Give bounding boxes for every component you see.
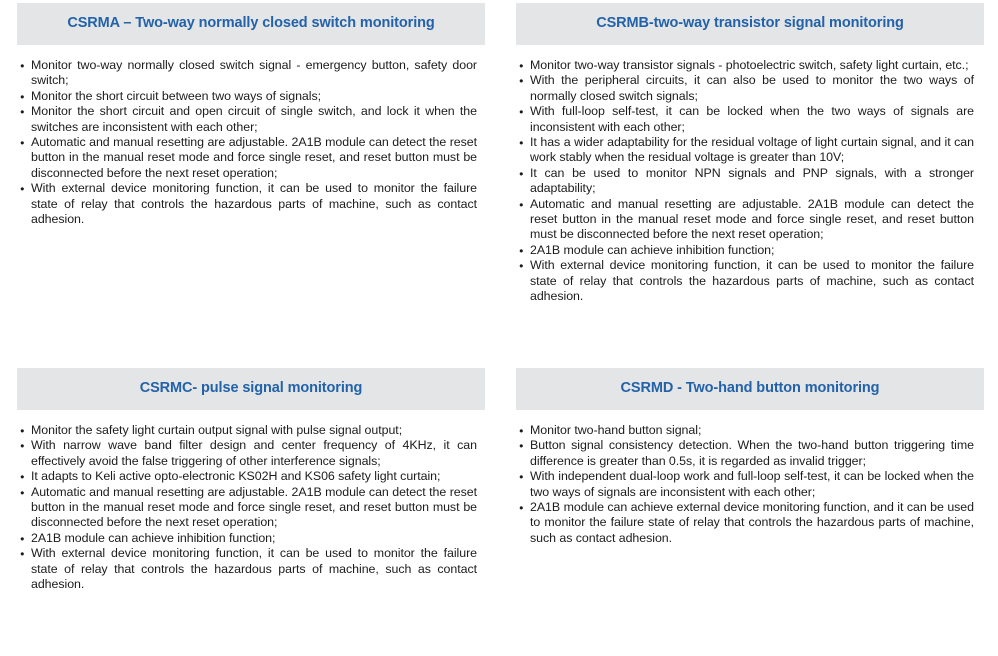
bullet-text: ● Monitor two-way normally closed switch signal - emergency button, safety door switch; xyxy=(31,58,477,88)
panel-csrmd-title-bar xyxy=(516,368,984,410)
list-item xyxy=(519,166,974,197)
panel-csrmc-inner xyxy=(0,365,499,592)
list-item xyxy=(20,181,477,227)
panel-csrmb xyxy=(499,0,998,365)
list-item xyxy=(519,423,974,438)
list-item xyxy=(20,469,477,484)
bullet-text: ● With full-loop self-test, it can be locked when the two ways of signals are inconsistent with each other; xyxy=(530,104,974,134)
panel-csrmc xyxy=(0,365,499,656)
bullet-text: ● 2A1B module can achieve inhibition function; xyxy=(530,242,775,257)
panel-csrma-inner xyxy=(0,0,499,227)
list-item xyxy=(20,135,477,181)
bullet-text: ● With external device monitoring function, it can be used to monitor the failure state of relay that controls the hazardous parts of machine, such as contact adhesion. xyxy=(31,181,477,227)
bullet-text: ● Automatic and manual resetting are adjustable. 2A1B module can detect the reset button in the manual reset mode and force single reset, and reset button must be disconnected before the next reset operation; xyxy=(31,135,477,180)
panel-csrma xyxy=(0,0,499,365)
list-item xyxy=(519,469,974,500)
bullet-text: ● Monitor the short circuit between two ways of signals; xyxy=(31,88,321,103)
bullet-text: ● With narrow wave band filter design and center frequency of 4KHz, it can effectively avoid the false triggering of other interference signals; xyxy=(31,438,477,468)
bullet-text: ● Automatic and manual resetting are adjustable. 2A1B module can detect the reset button in the manual reset mode and force single reset, and reset button must be disconnected before the next reset operation; xyxy=(530,196,974,242)
panel-csrmc-title: CSRMC- pulse signal monitoring xyxy=(139,380,363,397)
bullet-text: ● With independent dual-loop work and full-loop self-test, it can be locked when the two ways of signals are inconsistent with each other; xyxy=(530,469,974,499)
list-item xyxy=(20,531,477,546)
bullet-text: ● Monitor two-hand button signal; xyxy=(530,423,702,437)
list-item xyxy=(519,104,974,135)
panel-csrma-title: CSRMA – Two-way normally closed switch monitoring xyxy=(67,15,435,32)
bullet-text: ● Automatic and manual resetting are adjustable. 2A1B module can detect the reset button in the manual reset mode and force single reset, and reset button must be disconnected before the next reset operation; xyxy=(31,484,477,530)
list-item xyxy=(20,58,477,89)
panel-csrmd-inner xyxy=(499,365,998,546)
bullet-text: ● It adapts to Keli active opto-electronic KS02H and KS06 safety light curtain; xyxy=(31,469,441,484)
list-item xyxy=(20,89,477,104)
panel-csrmd-bullet-list xyxy=(516,410,984,546)
panel-csrma-bullet-list xyxy=(17,45,485,227)
list-item xyxy=(519,197,974,243)
panel-csrmd xyxy=(499,365,998,656)
bullet-text: ● Monitor the short circuit and open circuit of single switch, and lock it when the switches are inconsistent with each other; xyxy=(31,104,477,134)
list-item xyxy=(519,73,974,104)
bullet-text: ● 2A1B module can achieve external device monitoring function, and it can be used to monitor the failure state of relay that controls the hazardous parts of machine, such as contact adhesion. xyxy=(530,500,974,545)
bullet-text: ● With the peripheral circuits, it can also be used to monitor the two ways of normally closed switch signals; xyxy=(530,73,974,103)
panel-csrmb-title-bar xyxy=(516,3,984,45)
list-item xyxy=(20,485,477,531)
bullet-text: ● Button signal consistency detection. When the two-hand button triggering time difference is greater than 0.5s, it is regarded as invalid trigger; xyxy=(530,438,974,468)
list-item xyxy=(519,58,974,73)
list-item xyxy=(519,438,974,469)
list-item xyxy=(519,243,974,258)
bullet-text: ● With external device monitoring function, it can be used to monitor the failure state of relay that controls the hazardous parts of machine, such as contact adhesion. xyxy=(31,546,477,592)
bullet-text: ● 2A1B module can achieve inhibition function; xyxy=(31,530,276,545)
panel-csrmc-bullet-list xyxy=(17,410,485,592)
bullet-text: ● With external device monitoring function, it can be used to monitor the failure state of relay that controls the hazardous parts of machine, such as contact adhesion. xyxy=(530,258,974,304)
panel-csrmb-title: CSRMB-two-way transistor signal monitoring xyxy=(596,15,904,32)
panel-csrma-title-bar xyxy=(17,3,485,45)
bullet-text: ● Monitor two-way transistor signals - photoelectric switch, safety light curtain, etc.; xyxy=(530,58,969,72)
list-item xyxy=(519,135,974,166)
bullet-text: ● Monitor the safety light curtain output signal with pulse signal output; xyxy=(31,423,403,437)
list-item xyxy=(20,438,477,469)
panel-csrmb-bullet-list xyxy=(516,45,984,305)
bullet-text: ● It can be used to monitor NPN signals and PNP signals, with a stronger adaptability; xyxy=(530,165,974,196)
list-item xyxy=(519,258,974,304)
list-item xyxy=(20,546,477,592)
list-item xyxy=(519,500,974,546)
list-item xyxy=(20,104,477,135)
panel-csrmd-title: CSRMD - Two-hand button monitoring xyxy=(620,380,880,397)
bullet-text: ● It has a wider adaptability for the residual voltage of light curtain signal, and it can work stably when the residual voltage is greater than 10V; xyxy=(530,135,974,165)
list-item xyxy=(20,423,477,438)
panel-csrmc-title-bar xyxy=(17,368,485,410)
panel-csrmb-inner xyxy=(499,0,998,305)
